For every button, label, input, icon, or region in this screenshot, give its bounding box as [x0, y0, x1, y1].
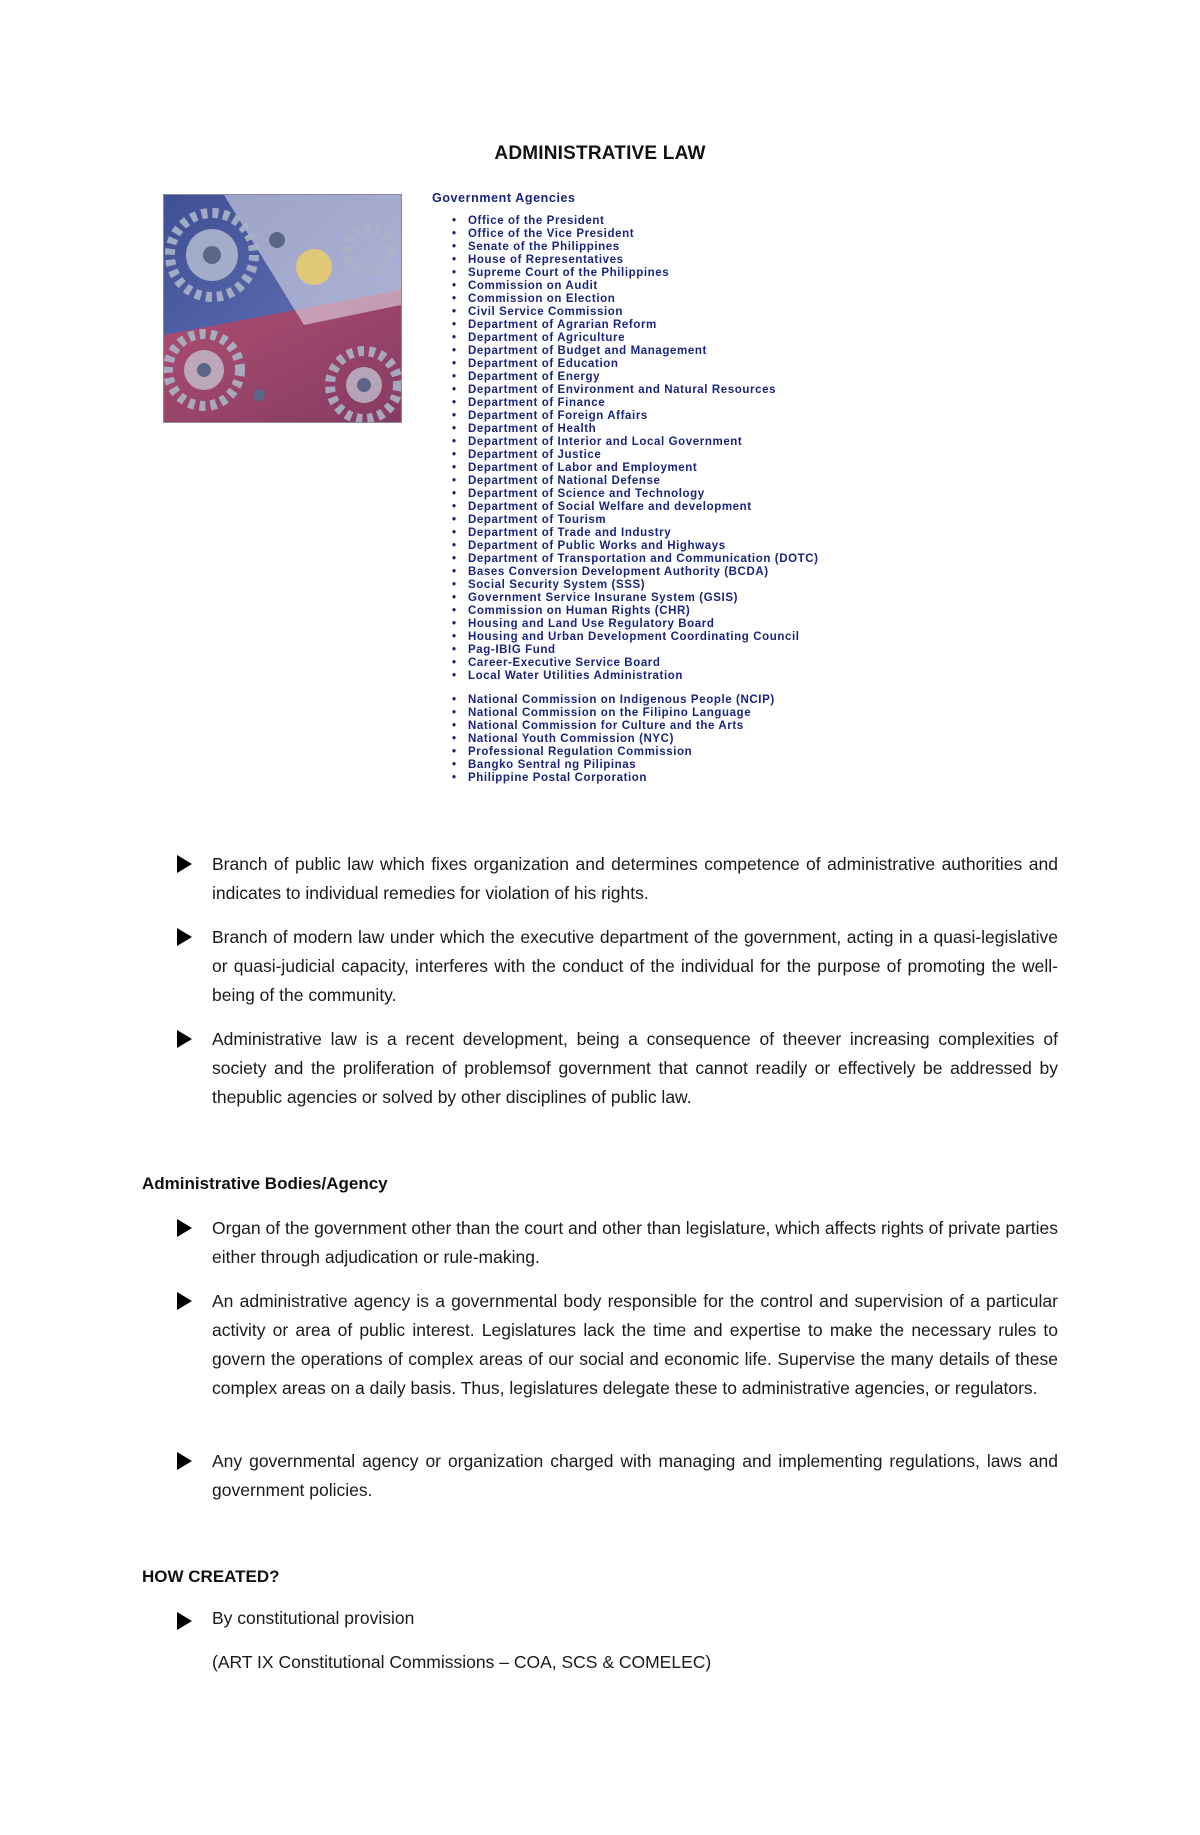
- bullet-arrow-icon: [177, 1612, 192, 1630]
- bullet-arrow-icon: [177, 1292, 192, 1310]
- bullet-arrow-icon: [177, 855, 192, 873]
- bullet-arrow-icon: [177, 928, 192, 946]
- agency-list-item: • Office of the President: [468, 215, 952, 228]
- agency-list-item: • Department of Environment and Natural Resources: [468, 384, 952, 397]
- government-agencies-panel: [432, 191, 952, 785]
- agency-list-item: • Department of Agrarian Reform: [468, 319, 952, 332]
- agency-list-item: • Supreme Court of the Philippines: [468, 267, 952, 280]
- agency-list-item: • Department of Trade and Industry: [468, 527, 952, 540]
- administrative-body-point: [212, 1214, 1058, 1272]
- agency-list-item: • Philippine Postal Corporation: [468, 772, 952, 785]
- agency-list-item: • Housing and Land Use Regulatory Board: [468, 618, 952, 631]
- agency-list-item: • Commission on Election: [468, 293, 952, 306]
- agency-list-item: • Office of the Vice President: [468, 228, 952, 241]
- agency-list-item: • Government Service Insurane System (GSIS): [468, 592, 952, 605]
- definition-paragraph: [212, 923, 1058, 1010]
- administrative-body-point: [212, 1447, 1058, 1505]
- agency-list-item: • Department of Transportation and Communication (DOTC): [468, 553, 952, 566]
- agency-list-item: • National Commission for Culture and the Arts: [468, 720, 952, 733]
- definition-text: Branch of modern law under which the executive department of the government, acting in a quasi-legislative or quasi-judicial capacity, interferes with the conduct of the individual for the purpose of promoting the well-being of the community.: [212, 927, 1058, 1005]
- agency-list-item: • National Commission on the Filipino Language: [468, 707, 952, 720]
- how-created-point: By constitutional provision: [212, 1608, 415, 1628]
- definition-text: Branch of public law which fixes organization and determines competence of administrative authorities and indicates to individual remedies for violation of his rights.: [212, 854, 1058, 903]
- administrative-body-point: [212, 1287, 1058, 1403]
- agency-list-item: • Department of Justice: [468, 449, 952, 462]
- definition-paragraph: [212, 850, 1058, 908]
- agency-list-item: • Local Water Utilities Administration: [468, 670, 952, 683]
- definition-paragraph: [212, 1025, 1058, 1112]
- agency-list-item: • House of Representatives: [468, 254, 952, 267]
- agency-list-item: • Department of Interior and Local Government: [468, 436, 952, 449]
- agency-list-item: • Professional Regulation Commission: [468, 746, 952, 759]
- agency-list-item: • Department of Social Welfare and development: [468, 501, 952, 514]
- agency-list-item: • Department of Public Works and Highways: [468, 540, 952, 553]
- agency-list-item: • Department of Finance: [468, 397, 952, 410]
- agency-list-item: • National Commission on Indigenous People (NCIP): [468, 694, 952, 707]
- definition-text: Administrative law is a recent development, being a consequence of theever increasing complexities of society and the proliferation of problemsof government that cannot readily or effectively be addressed by thepublic agencies or solved by other disciplines of public law.: [212, 1029, 1058, 1107]
- how-created-heading: HOW CREATED?: [142, 1567, 280, 1586]
- document-title: ADMINISTRATIVE LAW: [494, 143, 706, 164]
- agency-list-item: • Department of Budget and Management: [468, 345, 952, 358]
- administrative-bodies-heading: Administrative Bodies/Agency: [142, 1174, 388, 1193]
- point-text: Organ of the government other than the court and other than legislature, which affects rights of private parties either through adjudication or rule-making.: [212, 1218, 1058, 1267]
- agency-list-item: • Pag-IBIG Fund: [468, 644, 952, 657]
- agency-list-item: • Civil Service Commission: [468, 306, 952, 319]
- gears-flag-image: [163, 194, 402, 423]
- agency-list-item: • Department of Energy: [468, 371, 952, 384]
- bullet-arrow-icon: [177, 1452, 192, 1470]
- agency-list-item: • Department of Tourism: [468, 514, 952, 527]
- how-created-note: (ART IX Constitutional Commissions – COA, SCS & COMELEC): [212, 1652, 712, 1672]
- agency-list-item: • Senate of the Philippines: [468, 241, 952, 254]
- point-text: Any governmental agency or organization charged with managing and implementing regulations, laws and government policies.: [212, 1451, 1058, 1500]
- point-text: An administrative agency is a governmental body responsible for the control and supervision of a particular activity or area of public interest. Legislatures lack the time and expertise to make the necessary rules to govern the operations of complex areas of our social and economic life. Supervise the many details of these complex areas on a daily basis. Thus, legislatures delegate these to administrative agencies, or regulators.: [212, 1291, 1058, 1398]
- agency-list-item: • Career-Executive Service Board: [468, 657, 952, 670]
- agency-list-item: • Bases Conversion Development Authority (BCDA): [468, 566, 952, 579]
- agencies-heading: Government Agencies: [432, 191, 576, 205]
- agency-list-item: • Commission on Audit: [468, 280, 952, 293]
- agency-list-item: • National Youth Commission (NYC): [468, 733, 952, 746]
- bullet-arrow-icon: [177, 1030, 192, 1048]
- agency-list-item: • Department of National Defense: [468, 475, 952, 488]
- agency-list-item: • Department of Foreign Affairs: [468, 410, 952, 423]
- agency-list-item: • Department of Agriculture: [468, 332, 952, 345]
- agency-list-item: • Commission on Human Rights (CHR): [468, 605, 952, 618]
- agencies-list: [432, 215, 952, 785]
- gears-flag-illustration: [164, 195, 401, 422]
- agency-list-item: • Department of Education: [468, 358, 952, 371]
- agency-list-item: • Housing and Urban Development Coordinating Council: [468, 631, 952, 644]
- agency-list-item: • Department of Science and Technology: [468, 488, 952, 501]
- agency-list-item: • Department of Labor and Employment: [468, 462, 952, 475]
- agency-list-item: • Bangko Sentral ng Pilipinas: [468, 759, 952, 772]
- bullet-arrow-icon: [177, 1219, 192, 1237]
- agency-list-item: • Social Security System (SSS): [468, 579, 952, 592]
- agency-list-item: • Department of Health: [468, 423, 952, 436]
